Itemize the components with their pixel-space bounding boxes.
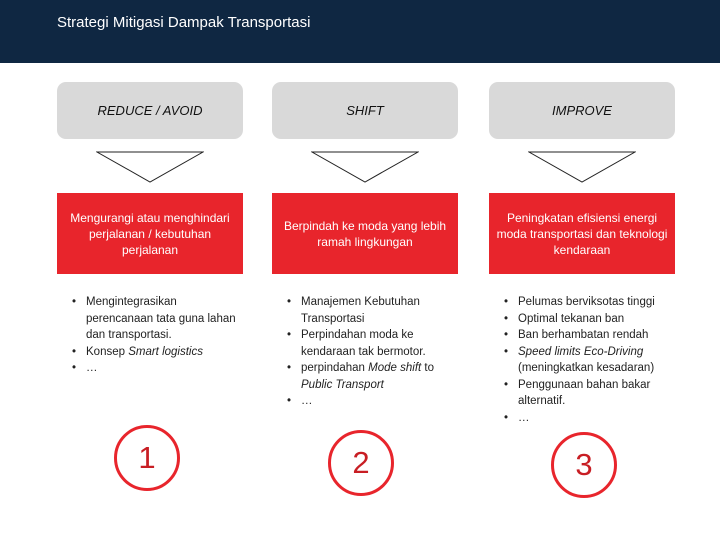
list-item: • Mengintegrasikan perencanaan tata guna lahan dan transportasi.: [57, 294, 243, 344]
down-triangle-icon: [96, 151, 204, 183]
list-item: • Penggunaan bahan bakar alternatif.: [489, 377, 675, 410]
step-number-badge: 3: [551, 432, 617, 498]
strategy-column-reduce: [57, 82, 243, 475]
strategy-heading: IMPROVE: [489, 82, 675, 139]
list-item: • Ban berhambatan rendah: [489, 327, 675, 344]
strategy-heading: SHIFT: [272, 82, 458, 139]
list-item: • Speed limits Eco-Driving (meningkatkan kesadaran): [489, 344, 675, 377]
list-item: • Optimal tekanan ban: [489, 311, 675, 328]
list-item: • Manajemen Kebutuhan Transportasi: [272, 294, 458, 327]
strategy-description: Mengurangi atau menghindari perjalanan / kebutuhan perjalanan: [57, 193, 243, 274]
strategy-bullet-list: [57, 294, 243, 377]
strategy-description: Peningkatan efisiensi energi moda transportasi dan teknologi kendaraan: [489, 193, 675, 274]
list-item: • …: [489, 410, 675, 427]
step-number-badge: 2: [328, 430, 394, 496]
list-item: • Pelumas berviksotas tinggi: [489, 294, 675, 311]
list-item: • Perpindahan moda ke kendaraan tak bermotor.: [272, 327, 458, 360]
down-triangle-icon: [311, 151, 419, 183]
strategy-description: Berpindah ke moda yang lebih ramah lingkungan: [272, 193, 458, 274]
strategy-column-shift: [272, 82, 458, 480]
strategy-column-improve: [489, 82, 675, 482]
down-triangle-icon: [528, 151, 636, 183]
step-number-badge: 1: [114, 425, 180, 491]
strategy-bullet-list: [489, 294, 675, 426]
list-item: • Konsep Smart logistics: [57, 344, 243, 361]
header-bar: [0, 0, 720, 63]
list-item: • perpindahan Mode shift to Public Transport: [272, 360, 458, 393]
list-item: • …: [57, 360, 243, 377]
strategy-heading: REDUCE / AVOID: [57, 82, 243, 139]
page-title: Strategi Mitigasi Dampak Transportasi: [57, 14, 311, 31]
list-item: • …: [272, 393, 458, 410]
strategy-bullet-list: [272, 294, 458, 410]
